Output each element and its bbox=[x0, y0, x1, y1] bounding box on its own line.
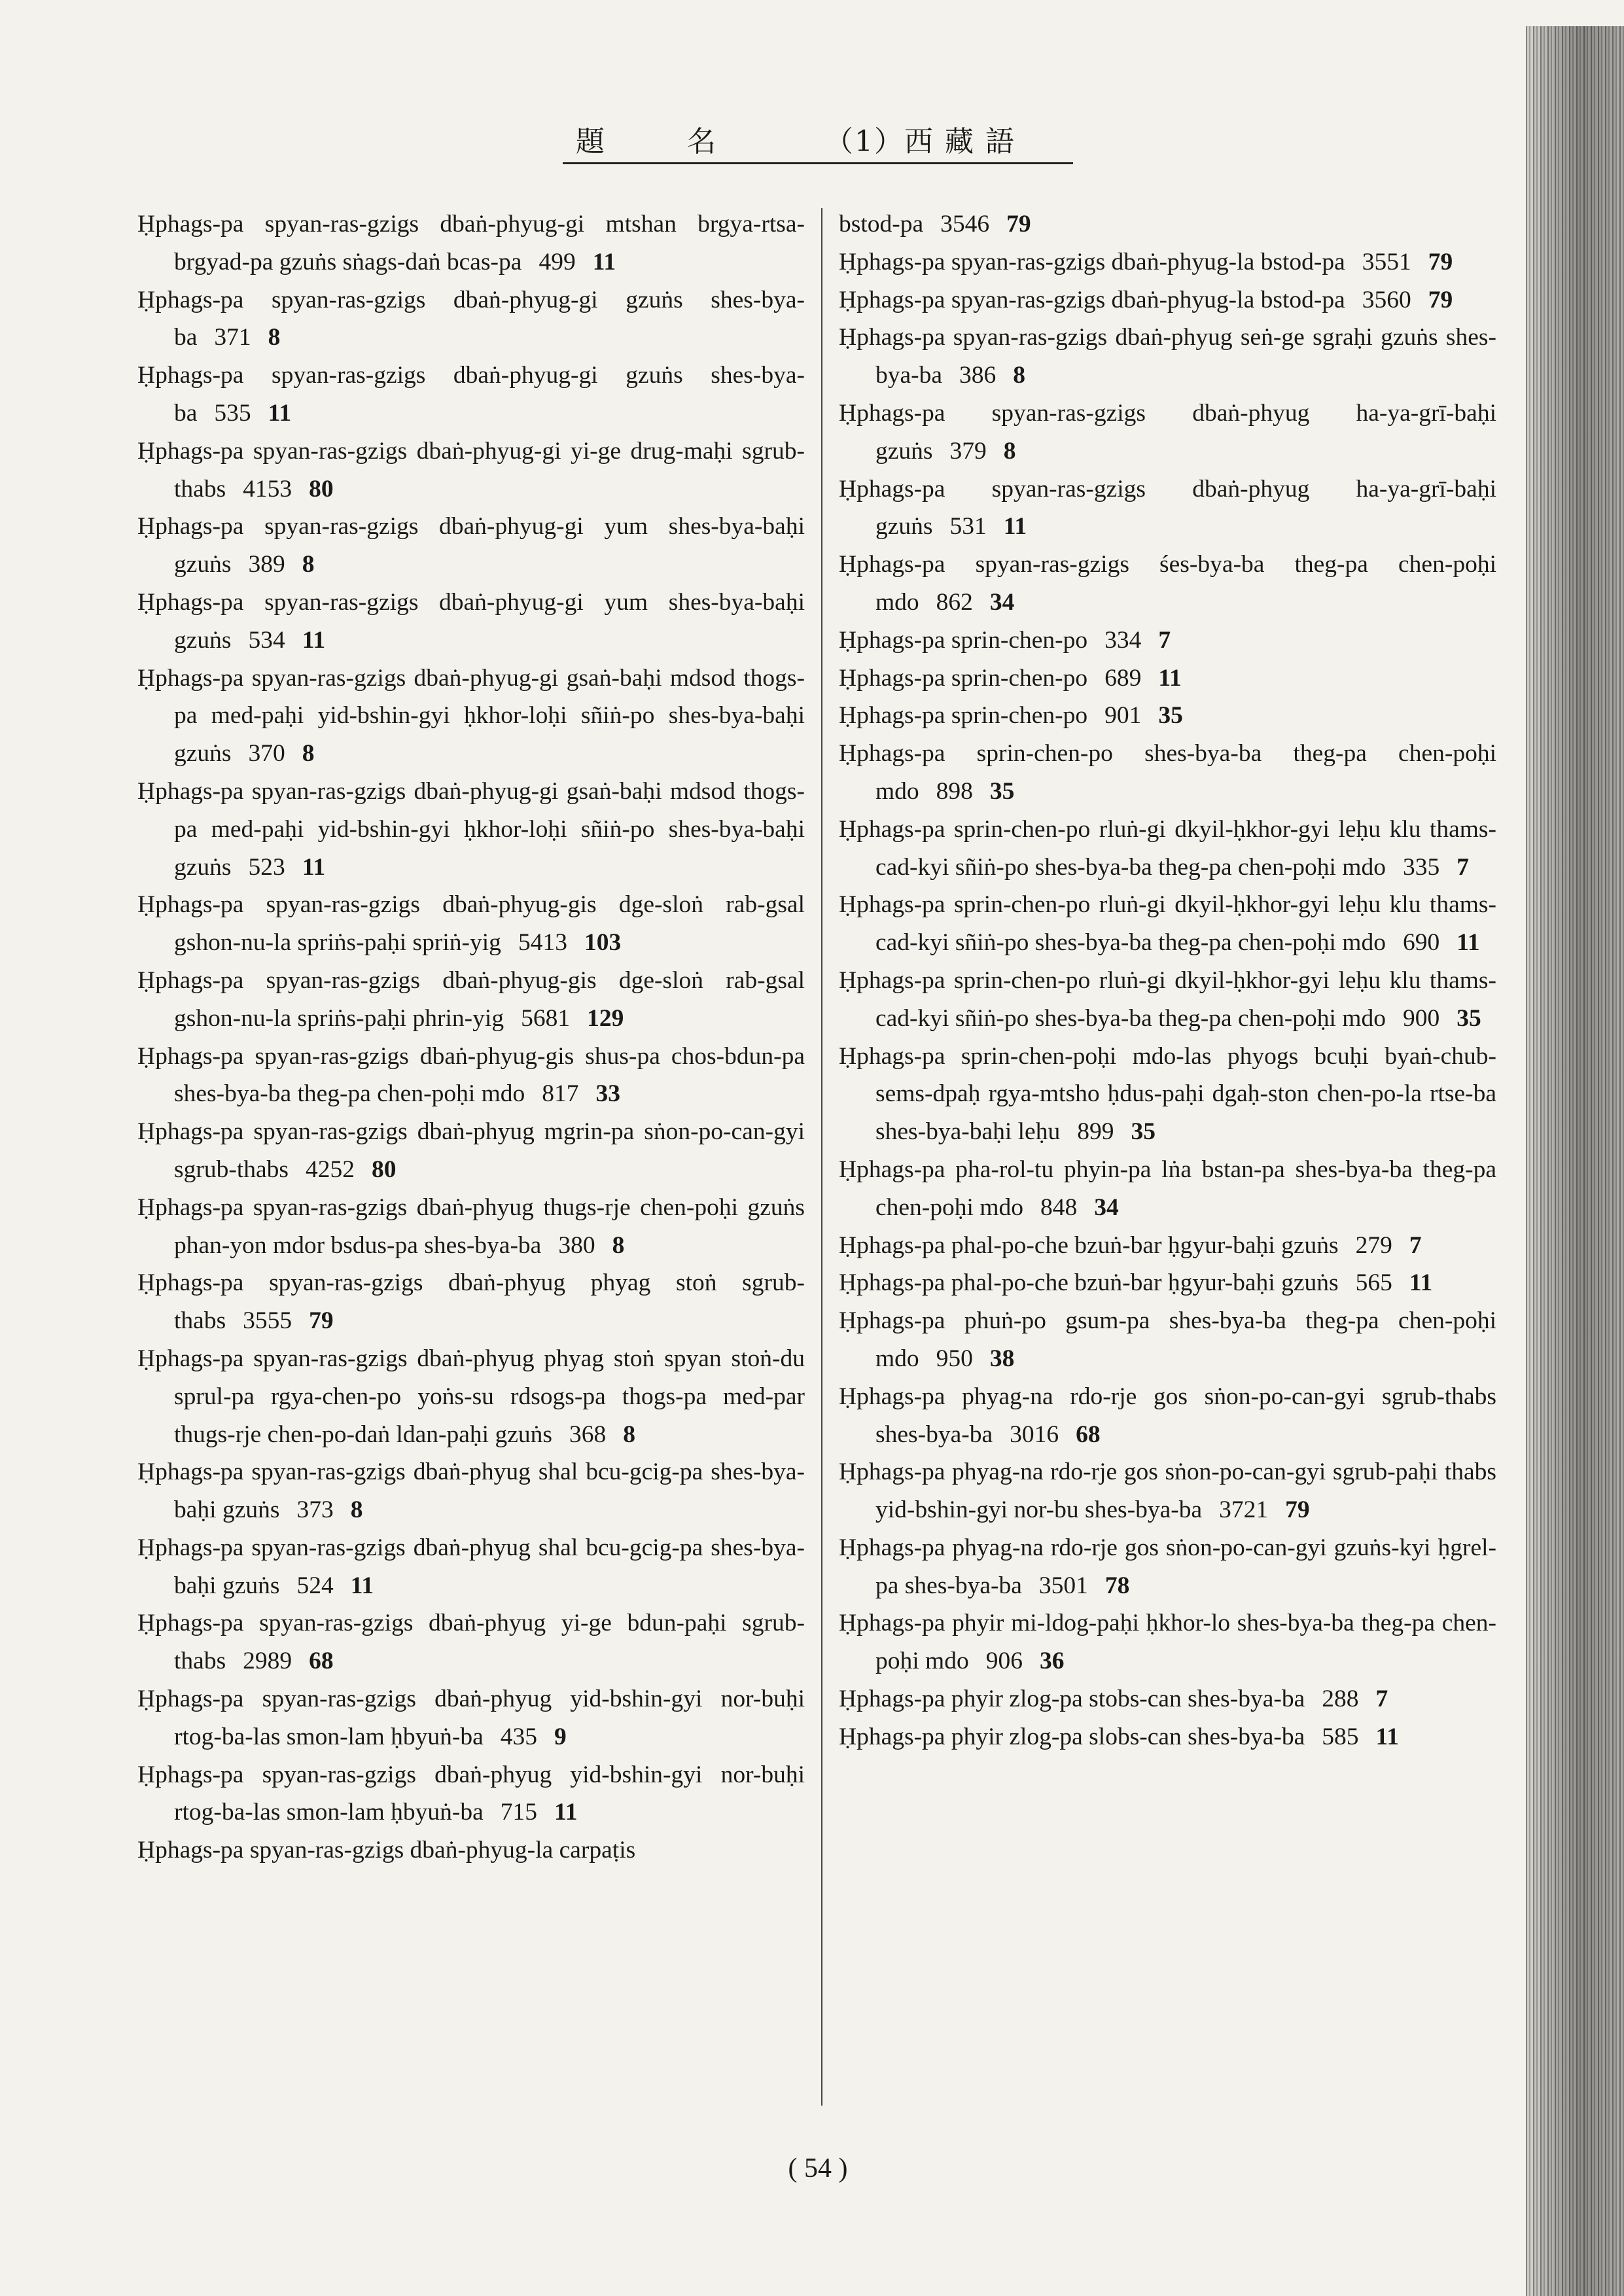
entry-title: Ḥphags-pa spyan-ras-gzigs dbaṅ-phyug-gi gzuṅs shes-bya-ba bbox=[137, 286, 805, 351]
entry-number: 898 bbox=[936, 777, 973, 805]
index-entry bbox=[137, 1113, 805, 1189]
entry-title: Ḥphags-pa phyag-na rdo-rje gos sṅon-po-can-gyi gzuṅs-kyi ḥgrel-pa shes-bya-ba bbox=[839, 1534, 1496, 1599]
index-entry bbox=[839, 1680, 1496, 1718]
entry-title: Ḥphags-pa spyan-ras-gzigs dbaṅ-phyug ha-ya-grī-baḥi gzuṅs bbox=[839, 399, 1496, 465]
entry-volume: 68 bbox=[1076, 1421, 1101, 1448]
entry-number: 906 bbox=[985, 1648, 1023, 1675]
entry-number: 3551 bbox=[1362, 248, 1411, 275]
entry-volume: 33 bbox=[595, 1080, 621, 1108]
entry-number: 534 bbox=[248, 626, 285, 654]
entry-volume: 11 bbox=[268, 399, 292, 427]
entry-title: Ḥphags-pa phal-po-che bzuṅ-bar ḥgyur-baḥi gzuṅs bbox=[839, 1231, 1339, 1259]
entry-title: Ḥphags-pa phyir zlog-pa stobs-can shes-bya-ba bbox=[839, 1686, 1305, 1713]
entry-title: Ḥphags-pa spyan-ras-gzigs dbaṅ-phyug-gi mtshan brgya-rtsa-brgyad-pa gzuṅs sṅags-daṅ bcas-pa bbox=[137, 211, 805, 275]
index-entry bbox=[839, 962, 1496, 1038]
entry-title: Ḥphags-pa spyan-ras-gzigs dbaṅ-phyug-gi gsaṅ-baḥi mdsod thogs-pa med-paḥi yid-bshin-gyi ḥkhor-loḥi sñiṅ-po shes-bya-baḥi gzuṅs bbox=[137, 777, 805, 881]
entry-title: Ḥphags-pa phyir zlog-pa slobs-can shes-bya-ba bbox=[839, 1723, 1305, 1750]
index-entry bbox=[839, 395, 1496, 470]
entry-volume: 11 bbox=[1375, 1723, 1399, 1750]
index-entry bbox=[839, 546, 1496, 622]
entry-number: 2989 bbox=[243, 1648, 292, 1675]
index-entry bbox=[137, 508, 805, 584]
entry-number: 373 bbox=[296, 1496, 334, 1524]
entry-title: Ḥphags-pa spyan-ras-gzigs dbaṅ-phyug phyag stoṅ sgrub-thabs bbox=[137, 1269, 805, 1335]
entry-number: 862 bbox=[936, 588, 973, 616]
entry-title: Ḥphags-pa spyan-ras-gzigs dbaṅ-phyug shal bcu-gcig-pa shes-bya-baḥi gzuṅs bbox=[137, 1534, 805, 1599]
entry-title: bstod-pa bbox=[839, 211, 924, 238]
entry-number: 565 bbox=[1355, 1269, 1392, 1297]
index-entry bbox=[137, 1453, 805, 1529]
entry-title: Ḥphags-pa phyag-na rdo-rje gos sṅon-po-can-gyi sgrub-thabs shes-bya-ba bbox=[839, 1383, 1496, 1448]
entry-volume: 79 bbox=[1285, 1496, 1310, 1524]
entry-title: Ḥphags-pa pha-rol-tu phyin-pa lṅa bstan-pa shes-bya-ba theg-pa chen-poḥi mdo bbox=[839, 1156, 1496, 1221]
entry-title: Ḥphags-pa spyan-ras-gzigs dbaṅ-phyug-gis dge-sloṅ rab-gsal gshon-nu-la spriṅs-paḥi spriṅ-yig bbox=[137, 891, 805, 957]
entry-title: Ḥphags-pa spyan-ras-gzigs dbaṅ-phyug-gi yum shes-bya-baḥi gzuṅs bbox=[137, 588, 805, 654]
entry-number: 4252 bbox=[305, 1156, 355, 1183]
entry-title: Ḥphags-pa sprin-chen-po rluṅ-gi dkyil-ḥkhor-gyi leḥu klu thams-cad-kyi sñiṅ-po shes-bya-ba theg-pa chen-poḥi mdo bbox=[839, 891, 1496, 957]
entry-volume: 34 bbox=[1094, 1193, 1119, 1221]
index-entry bbox=[839, 1302, 1496, 1378]
entry-volume: 79 bbox=[1428, 286, 1453, 313]
index-entry bbox=[839, 281, 1496, 319]
entry-number: 5681 bbox=[521, 1004, 571, 1032]
entry-number: 3546 bbox=[940, 211, 990, 238]
entry-volume: 11 bbox=[554, 1799, 578, 1826]
entry-title: Ḥphags-pa spyan-ras-gzigs dbaṅ-phyug-gis dge-sloṅ rab-gsal gshon-nu-la spriṅs-paḥi phrin-yig bbox=[137, 966, 805, 1032]
entry-number: 3721 bbox=[1219, 1496, 1269, 1524]
entry-title: Ḥphags-pa sprin-chen-po shes-bya-ba theg-pa chen-poḥi mdo bbox=[839, 740, 1496, 805]
index-entry bbox=[839, 1378, 1496, 1454]
entry-number: 585 bbox=[1322, 1723, 1359, 1750]
index-entry bbox=[137, 1756, 805, 1832]
entry-number: 523 bbox=[248, 853, 285, 881]
entry-title: Ḥphags-pa spyan-ras-gzigs dbaṅ-phyug phyag stoṅ spyan stoṅ-du sprul-pa rgya-chen-po yoṅs-su rdsogs-pa thogs-pa med-par thugs-rje chen-po-daṅ ldan-paḥi gzuṅs bbox=[137, 1345, 805, 1448]
entry-title: Ḥphags-pa spyan-ras-gzigs dbaṅ-phyug ha-ya-grī-baḥi gzuṅs bbox=[839, 475, 1496, 540]
entry-title: Ḥphags-pa sprin-chen-po bbox=[839, 626, 1088, 654]
entry-title: Ḥphags-pa spyan-ras-gzigs dbaṅ-phyug-la bstod-pa bbox=[839, 248, 1345, 275]
index-entry bbox=[137, 1340, 805, 1453]
index-entry bbox=[137, 357, 805, 433]
entry-number: 279 bbox=[1355, 1231, 1392, 1259]
entry-number: 689 bbox=[1104, 664, 1142, 692]
index-entry bbox=[137, 584, 805, 660]
index-entry bbox=[137, 1680, 805, 1756]
entry-volume: 80 bbox=[309, 475, 334, 503]
entry-number: 389 bbox=[248, 551, 285, 578]
page-number: ( 54 ) bbox=[788, 2153, 848, 2183]
entry-title: Ḥphags-pa sprin-chen-po rluṅ-gi dkyil-ḥkhor-gyi leḥu klu thams-cad-kyi sñiṅ-po shes-bya-ba theg-pa chen-poḥi mdo bbox=[839, 815, 1496, 881]
entry-title: Ḥphags-pa spyan-ras-gzigs dbaṅ-phyug thugs-rje chen-poḥi gzuṅs phan-yon mdor bsdus-pa shes-bya-ba bbox=[137, 1193, 805, 1259]
index-entry bbox=[137, 1264, 805, 1340]
entry-number: 817 bbox=[542, 1080, 579, 1108]
entry-volume: 38 bbox=[989, 1345, 1015, 1372]
header-title-char-1: 題 bbox=[576, 125, 606, 158]
entry-number: 3016 bbox=[1010, 1421, 1059, 1448]
index-entry bbox=[839, 1718, 1496, 1756]
entry-volume: 8 bbox=[612, 1231, 625, 1259]
entry-number: 535 bbox=[214, 399, 251, 427]
index-entry bbox=[839, 470, 1496, 546]
index-entry bbox=[839, 1604, 1496, 1680]
entry-volume: 11 bbox=[302, 626, 326, 654]
continued-entry bbox=[839, 205, 1496, 243]
entry-volume: 103 bbox=[584, 929, 622, 957]
entry-number: 435 bbox=[500, 1723, 538, 1750]
index-entry bbox=[137, 1604, 805, 1680]
entry-title: Ḥphags-pa spyan-ras-gzigs dbaṅ-phyug shal bcu-gcig-pa shes-bya-baḥi gzuṅs bbox=[137, 1458, 805, 1524]
entry-volume: 7 bbox=[1158, 626, 1171, 654]
index-entry bbox=[137, 281, 805, 357]
entry-title: Ḥphags-pa spyan-ras-gzigs dbaṅ-phyug-gi yum shes-bya-baḥi gzuṅs bbox=[137, 513, 805, 578]
index-entry bbox=[137, 886, 805, 962]
entry-volume: 8 bbox=[1013, 362, 1026, 389]
entry-title: Ḥphags-pa spyan-ras-gzigs dbaṅ-phyug yi-ge bdun-paḥi sgrub-thabs bbox=[137, 1610, 805, 1675]
entry-volume: 80 bbox=[371, 1156, 397, 1183]
entry-number: 386 bbox=[959, 362, 997, 389]
entry-number: 3501 bbox=[1038, 1572, 1088, 1599]
entry-volume: 8 bbox=[350, 1496, 363, 1524]
entry-volume: 7 bbox=[1375, 1686, 1388, 1713]
entry-title: Ḥphags-pa spyan-ras-gzigs dbaṅ-phyug seṅ-ge sgraḥi gzuṅs shes-bya-ba bbox=[839, 324, 1496, 389]
index-entry bbox=[137, 433, 805, 508]
index-entry bbox=[839, 735, 1496, 811]
entry-number: 950 bbox=[936, 1345, 973, 1372]
header-section-label: （1）西 藏 語 bbox=[824, 125, 1015, 158]
entry-title: Ḥphags-pa phyir mi-ldog-paḥi ḥkhor-lo shes-bya-ba theg-pa chen-poḥi mdo bbox=[839, 1610, 1496, 1675]
index-entry bbox=[839, 1038, 1496, 1151]
index-entry bbox=[137, 773, 805, 886]
index-entry bbox=[137, 1529, 805, 1605]
index-entry bbox=[839, 660, 1496, 698]
entry-number: 3560 bbox=[1362, 286, 1411, 313]
entry-volume: 11 bbox=[1003, 513, 1027, 540]
entry-title: Ḥphags-pa spyan-ras-gzigs dbaṅ-phyug-la bstod-pa bbox=[839, 286, 1345, 313]
entry-title: Ḥphags-pa spyan-ras-gzigs dbaṅ-phyug-gis shus-pa chos-bdun-pa shes-bya-ba theg-pa chen-poḥi mdo bbox=[137, 1042, 805, 1108]
entry-volume: 129 bbox=[587, 1004, 624, 1032]
entry-title: Ḥphags-pa spyan-ras-gzigs śes-bya-ba theg-pa chen-poḥi mdo bbox=[839, 551, 1496, 616]
entry-number: 5413 bbox=[518, 929, 567, 957]
header-title-char-2: 名 bbox=[687, 125, 717, 158]
entry-volume: 9 bbox=[554, 1723, 567, 1750]
index-entry bbox=[137, 1831, 805, 1869]
entry-number: 380 bbox=[558, 1231, 595, 1259]
entry-volume: 11 bbox=[302, 853, 326, 881]
entry-volume: 8 bbox=[302, 740, 315, 768]
entry-volume: 11 bbox=[350, 1572, 374, 1599]
entry-number: 335 bbox=[1402, 853, 1440, 881]
entry-title: Ḥphags-pa spyan-ras-gzigs dbaṅ-phyug yid-bshin-gyi nor-buḥi rtog-ba-las smon-lam ḥbyuṅ-ba bbox=[137, 1686, 805, 1750]
entry-volume: 68 bbox=[309, 1648, 334, 1675]
index-entry bbox=[839, 1227, 1496, 1265]
entry-title: Ḥphags-pa phuṅ-po gsum-pa shes-bya-ba theg-pa chen-poḥi mdo bbox=[839, 1307, 1496, 1372]
entry-number: 368 bbox=[569, 1421, 607, 1448]
entry-volume: 11 bbox=[592, 248, 616, 275]
entry-title: Ḥphags-pa phyag-na rdo-rje gos sṅon-po-can-gyi sgrub-paḥi thabs yid-bshin-gyi nor-bu shes-bya-ba bbox=[839, 1458, 1496, 1524]
index-entry bbox=[839, 886, 1496, 962]
entry-title: Ḥphags-pa phal-po-che bzuṅ-bar ḥgyur-baḥi gzuṅs bbox=[839, 1269, 1339, 1297]
entry-number: 334 bbox=[1104, 626, 1142, 654]
index-entry bbox=[839, 319, 1496, 395]
entry-number: 899 bbox=[1077, 1118, 1114, 1146]
entry-title: Ḥphags-pa spyan-ras-gzigs dbaṅ-phyug-gi gsaṅ-baḥi mdsod thogs-pa med-paḥi yid-bshin-gyi ḥkhor-loḥi sñiṅ-po shes-bya-baḥi gzuṅs bbox=[137, 664, 805, 768]
right-column bbox=[839, 205, 1496, 1756]
entry-volume: 8 bbox=[268, 324, 281, 351]
entry-volume: 11 bbox=[1409, 1269, 1433, 1297]
index-entry bbox=[839, 1151, 1496, 1227]
index-entry bbox=[839, 243, 1496, 281]
scan-edge-shadow bbox=[1526, 26, 1624, 2296]
index-entry bbox=[839, 1264, 1496, 1302]
entry-number: 690 bbox=[1402, 929, 1440, 957]
index-entry bbox=[839, 697, 1496, 735]
entry-volume: 35 bbox=[1456, 1004, 1481, 1032]
entry-volume: 35 bbox=[989, 777, 1015, 805]
entry-volume: 11 bbox=[1456, 929, 1480, 957]
index-entry bbox=[137, 205, 805, 281]
index-entry bbox=[839, 1453, 1496, 1529]
entry-title: Ḥphags-pa sprin-chen-po bbox=[839, 702, 1088, 730]
running-header bbox=[563, 116, 1073, 164]
index-entry bbox=[137, 660, 805, 773]
entry-title: Ḥphags-pa sprin-chen-po rluṅ-gi dkyil-ḥkhor-gyi leḥu klu thams-cad-kyi sñiṅ-po shes-bya-ba theg-pa chen-poḥi mdo bbox=[839, 966, 1496, 1032]
entry-number: 715 bbox=[500, 1799, 538, 1826]
entry-volume: 7 bbox=[1456, 853, 1469, 881]
entry-number: 848 bbox=[1040, 1193, 1078, 1221]
entry-volume: 35 bbox=[1131, 1118, 1156, 1146]
entry-number: 901 bbox=[1104, 702, 1142, 730]
entry-volume: 79 bbox=[1428, 248, 1453, 275]
entry-title: Ḥphags-pa spyan-ras-gzigs dbaṅ-phyug-la carpaṭis bbox=[137, 1837, 636, 1864]
entry-volume: 34 bbox=[989, 588, 1015, 616]
left-column bbox=[137, 205, 805, 1869]
entry-volume: 11 bbox=[1158, 664, 1182, 692]
entry-title: Ḥphags-pa sprin-chen-poḥi mdo-las phyogs bcuḥi byaṅ-chub-sems-dpaḥ rgya-mtsho ḥdus-paḥi dgaḥ-ston chen-po-la rtse-ba shes-bya-baḥi leḥu bbox=[839, 1042, 1496, 1146]
entry-title: Ḥphags-pa spyan-ras-gzigs dbaṅ-phyug mgrin-pa sṅon-po-can-gyi sgrub-thabs bbox=[137, 1118, 805, 1183]
index-entry bbox=[137, 1189, 805, 1265]
entry-number: 499 bbox=[538, 248, 576, 275]
entry-title: Ḥphags-pa sprin-chen-po bbox=[839, 664, 1088, 692]
entry-volume: 36 bbox=[1039, 1648, 1065, 1675]
index-entry bbox=[839, 811, 1496, 887]
entry-title: Ḥphags-pa spyan-ras-gzigs dbaṅ-phyug-gi yi-ge drug-maḥi sgrub-thabs bbox=[137, 437, 805, 503]
index-entry bbox=[137, 962, 805, 1038]
entry-number: 371 bbox=[214, 324, 251, 351]
index-entry bbox=[137, 1038, 805, 1114]
entry-number: 288 bbox=[1322, 1686, 1359, 1713]
entry-number: 379 bbox=[949, 437, 987, 465]
entry-number: 4153 bbox=[243, 475, 292, 503]
index-entry bbox=[839, 1529, 1496, 1605]
entry-volume: 8 bbox=[302, 551, 315, 578]
entry-volume: 8 bbox=[1003, 437, 1016, 465]
entry-volume: 79 bbox=[309, 1307, 334, 1335]
entry-volume: 35 bbox=[1158, 702, 1183, 730]
entry-number: 370 bbox=[248, 740, 285, 768]
entry-number: 524 bbox=[296, 1572, 334, 1599]
entry-title: Ḥphags-pa spyan-ras-gzigs dbaṅ-phyug yid-bshin-gyi nor-buḥi rtog-ba-las smon-lam ḥbyuṅ-ba bbox=[137, 1761, 805, 1826]
entry-number: 531 bbox=[949, 513, 987, 540]
column-divider bbox=[821, 208, 822, 2106]
entry-volume: 79 bbox=[1006, 211, 1031, 238]
entry-volume: 7 bbox=[1409, 1231, 1422, 1259]
entry-volume: 8 bbox=[623, 1421, 635, 1448]
entry-number: 3555 bbox=[243, 1307, 292, 1335]
entry-volume: 78 bbox=[1104, 1572, 1130, 1599]
entry-title: Ḥphags-pa spyan-ras-gzigs dbaṅ-phyug-gi gzuṅs shes-bya-ba bbox=[137, 362, 805, 427]
entry-number: 900 bbox=[1402, 1004, 1440, 1032]
index-entry bbox=[839, 622, 1496, 660]
